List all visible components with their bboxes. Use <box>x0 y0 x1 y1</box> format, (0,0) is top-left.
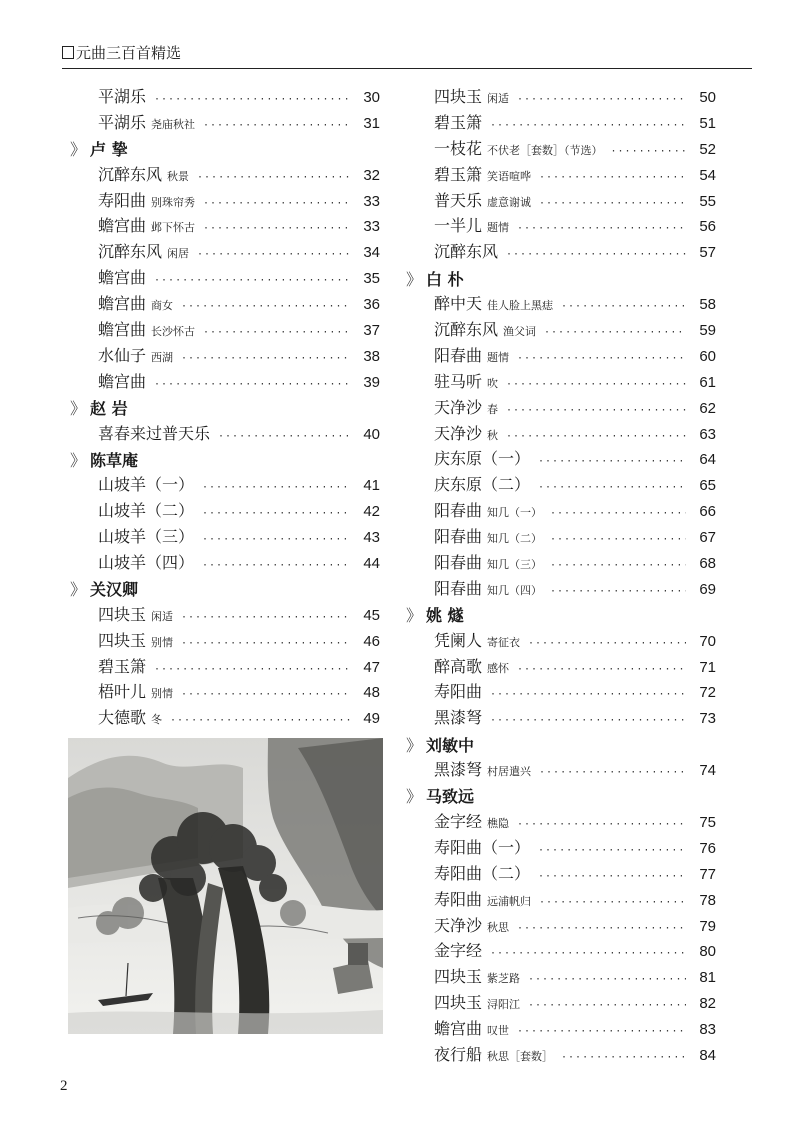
entry-page-number: 76 <box>699 839 716 857</box>
entry-title: 夜行船 <box>434 1044 483 1064</box>
header-square-icon <box>62 46 74 59</box>
entry-page-number: 55 <box>699 192 716 210</box>
entry-page-number: 43 <box>363 529 380 547</box>
toc-entry[interactable] <box>404 213 716 239</box>
entry-subtitle: 秋 <box>487 428 499 442</box>
entry-page-number: 59 <box>699 322 716 340</box>
entry-title: 山坡羊（四） <box>98 553 195 573</box>
entry-subtitle: 樵隐 <box>487 816 510 830</box>
author-name: 姚 燧 <box>426 606 464 626</box>
entry-title: 阳春曲 <box>434 345 483 365</box>
dot-leader <box>528 993 686 1019</box>
entry-title: 普天乐 <box>434 190 483 210</box>
entry-title: 沉醉东风 <box>98 242 163 262</box>
toc-entry[interactable] <box>68 110 380 136</box>
entry-page-number: 35 <box>363 270 380 288</box>
dot-leader <box>517 216 686 242</box>
toc-right-column <box>404 84 716 1068</box>
toc-entry[interactable] <box>68 472 380 498</box>
author-name: 白 朴 <box>426 269 464 289</box>
entry-title: 醉高歌 <box>434 656 483 676</box>
entry-page-number: 78 <box>699 891 716 909</box>
toc-entry[interactable] <box>68 343 380 369</box>
author-heading <box>68 136 380 162</box>
toc-entry[interactable] <box>68 498 380 524</box>
entry-title: 山坡羊（一） <box>98 475 195 495</box>
entry-title: 天净沙 <box>434 423 483 443</box>
entry-subtitle: 西湖 <box>151 350 174 364</box>
entry-subtitle: 闲适 <box>151 609 174 623</box>
toc-entry[interactable] <box>404 239 716 265</box>
toc-entry[interactable] <box>404 188 716 214</box>
entry-page-number: 63 <box>699 425 716 443</box>
entry-title: 庆东原（二） <box>434 475 531 495</box>
author-mark-icon: 》 <box>406 787 423 807</box>
toc-entry[interactable] <box>68 369 380 395</box>
entry-page-number: 48 <box>363 684 380 702</box>
dot-leader <box>538 864 686 890</box>
entry-page-number: 75 <box>699 813 716 831</box>
entry-page-number: 62 <box>699 399 716 417</box>
entry-title: 蟾宫曲 <box>98 371 147 391</box>
entry-title: 碧玉箫 <box>434 112 483 132</box>
toc-entry[interactable] <box>404 1016 716 1042</box>
entry-page-number: 41 <box>363 477 380 495</box>
dot-leader <box>506 242 686 268</box>
dot-leader <box>202 501 350 527</box>
toc-entry[interactable] <box>68 317 380 343</box>
entry-title: 蟾宫曲 <box>98 294 147 314</box>
toc-entry[interactable] <box>404 1042 716 1068</box>
entry-page-number: 68 <box>699 555 716 573</box>
dot-leader <box>528 967 686 993</box>
toc-entry[interactable] <box>404 938 716 964</box>
entry-subtitle: 知几（四） <box>487 583 543 597</box>
dot-leader <box>202 553 350 579</box>
entry-page-number: 56 <box>699 218 716 236</box>
entry-page-number: 60 <box>699 347 716 365</box>
entry-subtitle: 题情 <box>487 350 510 364</box>
entry-title: 寿阳曲 <box>434 682 483 702</box>
entry-title: 沉醉东风 <box>98 164 163 184</box>
author-mark-icon: 》 <box>70 580 87 600</box>
dot-leader <box>203 216 350 242</box>
entry-title: 蟾宫曲 <box>98 320 147 340</box>
entry-title: 金字经 <box>434 941 483 961</box>
author-mark-icon: 》 <box>70 450 87 470</box>
dot-leader <box>517 87 686 113</box>
author-heading <box>404 265 716 291</box>
toc-entry[interactable] <box>404 472 716 498</box>
entry-page-number: 80 <box>699 943 716 961</box>
entry-title: 阳春曲 <box>434 578 483 598</box>
toc-entry[interactable] <box>404 498 716 524</box>
toc-entry[interactable] <box>68 162 380 188</box>
dot-leader <box>218 424 350 450</box>
toc-entry[interactable] <box>68 679 380 705</box>
toc-entry[interactable] <box>68 188 380 214</box>
entry-title: 碧玉箫 <box>434 164 483 184</box>
entry-page-number: 84 <box>699 1046 716 1064</box>
entry-title: 大德歌 <box>98 708 147 728</box>
author-heading <box>68 446 380 472</box>
entry-title: 山坡羊（二） <box>98 501 195 521</box>
book-title: 元曲三百首精选 <box>76 44 182 62</box>
entry-subtitle: 尧庙秋社 <box>151 117 196 131</box>
dot-leader <box>517 812 686 838</box>
dot-leader <box>203 191 350 217</box>
entry-subtitle: 紫芝路 <box>487 972 521 986</box>
toc-entry[interactable] <box>68 550 380 576</box>
dot-leader <box>181 605 350 631</box>
entry-title: 一枝花 <box>434 138 483 158</box>
entry-subtitle: 别情 <box>151 687 174 701</box>
dot-leader <box>539 191 686 217</box>
toc-entry[interactable] <box>68 421 380 447</box>
dot-leader <box>506 424 686 450</box>
dot-leader <box>561 294 686 320</box>
author-name: 马致远 <box>426 787 475 807</box>
entry-subtitle: 不伏老［套数］（节选） <box>487 143 603 157</box>
entry-page-number: 83 <box>699 1021 716 1039</box>
entry-page-number: 70 <box>699 632 716 650</box>
entry-subtitle: 寄征衣 <box>487 635 521 649</box>
entry-page-number: 64 <box>699 451 716 469</box>
dot-leader <box>203 113 350 139</box>
entry-page-number: 54 <box>699 166 716 184</box>
entry-title: 四块玉 <box>98 630 147 650</box>
toc-entry[interactable] <box>404 369 716 395</box>
toc-entry[interactable] <box>404 84 716 110</box>
entry-page-number: 66 <box>699 503 716 521</box>
dot-leader <box>202 475 350 501</box>
toc-entry[interactable] <box>68 602 380 628</box>
toc-entry[interactable] <box>404 446 716 472</box>
entry-subtitle: 闲居 <box>167 247 190 261</box>
dot-leader <box>202 527 350 553</box>
dot-leader <box>154 87 350 113</box>
toc-entry[interactable] <box>404 861 716 887</box>
dot-leader <box>517 916 686 942</box>
entry-page-number: 51 <box>699 114 716 132</box>
entry-title: 醉中天 <box>434 294 483 314</box>
entry-subtitle: 冬 <box>151 713 163 727</box>
toc-entry[interactable] <box>404 421 716 447</box>
dot-leader <box>538 475 686 501</box>
author-heading <box>404 602 716 628</box>
entry-subtitle: 笑语喧哗 <box>487 169 532 183</box>
toc-entry[interactable] <box>404 550 716 576</box>
entry-title: 喜春来过普天乐 <box>98 423 211 443</box>
dot-leader <box>181 346 350 372</box>
entry-page-number: 65 <box>699 477 716 495</box>
entry-title: 驻马听 <box>434 371 483 391</box>
landscape-ink-painting <box>68 738 383 1034</box>
entry-title: 蟾宫曲 <box>434 1019 483 1039</box>
toc-entry[interactable] <box>404 654 716 680</box>
entry-subtitle: 闲适 <box>487 92 510 105</box>
author-name: 赵 岩 <box>90 399 128 419</box>
entry-subtitle: 浔阳江 <box>487 998 521 1012</box>
entry-page-number: 74 <box>699 762 716 780</box>
dot-leader <box>181 294 350 320</box>
entry-title: 沉醉东风 <box>434 320 499 340</box>
dot-leader <box>550 501 686 527</box>
entry-subtitle: 别情 <box>151 635 174 649</box>
entry-page-number: 71 <box>699 658 716 676</box>
entry-page-number: 58 <box>699 296 716 314</box>
entry-page-number: 33 <box>363 192 380 210</box>
entry-page-number: 44 <box>363 555 380 573</box>
toc-entry[interactable] <box>68 654 380 680</box>
entry-subtitle: 知几（二） <box>487 532 543 546</box>
entry-page-number: 40 <box>363 425 380 443</box>
entry-page-number: 52 <box>699 140 716 158</box>
author-mark-icon: 》 <box>406 269 423 289</box>
entry-title: 寿阳曲（一） <box>434 837 531 857</box>
toc-entry[interactable] <box>404 317 716 343</box>
entry-subtitle: 秋思［套数］ <box>487 1049 554 1063</box>
entry-page-number: 45 <box>363 606 380 624</box>
toc-entry[interactable] <box>404 110 716 136</box>
entry-title: 凭阑人 <box>434 630 483 650</box>
entry-page-number: 30 <box>363 89 380 106</box>
dot-leader <box>517 657 686 683</box>
author-heading <box>404 783 716 809</box>
dot-leader <box>197 165 350 191</box>
toc-left-column <box>68 84 380 731</box>
entry-page-number: 82 <box>699 995 716 1013</box>
entry-subtitle: 渔父词 <box>503 325 537 339</box>
entry-page-number: 47 <box>363 658 380 676</box>
toc-entry[interactable] <box>68 524 380 550</box>
entry-subtitle: 知几（一） <box>487 506 543 520</box>
toc-entry[interactable] <box>68 213 380 239</box>
entry-subtitle: 感怀 <box>487 661 510 675</box>
author-heading <box>68 395 380 421</box>
entry-title: 蟾宫曲 <box>98 216 147 236</box>
entry-page-number: 34 <box>363 244 380 262</box>
entry-subtitle: 秋景 <box>167 169 190 183</box>
entry-title: 寿阳曲（二） <box>434 863 531 883</box>
entry-title: 寿阳曲 <box>98 190 147 210</box>
entry-subtitle: 虚意谢诚 <box>487 195 532 209</box>
author-name: 陈草庵 <box>90 450 139 470</box>
dot-leader <box>538 449 686 475</box>
toc-entry[interactable] <box>404 628 716 654</box>
toc-entry[interactable] <box>68 84 380 110</box>
dot-leader <box>170 708 350 734</box>
toc-entry[interactable] <box>404 162 716 188</box>
author-name: 关汉卿 <box>90 580 139 600</box>
entry-title: 平湖乐 <box>98 87 147 106</box>
entry-page-number: 39 <box>363 373 380 391</box>
entry-subtitle: 叹世 <box>487 1024 510 1038</box>
author-heading <box>68 576 380 602</box>
dot-leader <box>539 165 686 191</box>
entry-page-number: 67 <box>699 529 716 547</box>
dot-leader <box>517 346 686 372</box>
dot-leader <box>517 1019 686 1045</box>
dot-leader <box>550 579 686 605</box>
toc-entry[interactable] <box>404 291 716 317</box>
toc-entry[interactable] <box>404 343 716 369</box>
dot-leader <box>506 372 686 398</box>
dot-leader <box>154 372 350 398</box>
entry-page-number: 72 <box>699 684 716 702</box>
entry-title: 四块玉 <box>434 993 483 1013</box>
entry-subtitle: 商女 <box>151 299 174 313</box>
entry-title: 四块玉 <box>98 604 147 624</box>
page-number: 2 <box>60 1078 68 1094</box>
toc-entry[interactable] <box>404 913 716 939</box>
toc-entry[interactable] <box>68 239 380 265</box>
author-mark-icon: 》 <box>70 140 87 160</box>
dot-leader <box>181 631 350 657</box>
entry-title: 阳春曲 <box>434 501 483 521</box>
entry-title: 四块玉 <box>434 967 483 987</box>
entry-subtitle: 村居遣兴 <box>487 765 532 779</box>
entry-title: 黑漆弩 <box>434 760 483 780</box>
entry-title: 黑漆弩 <box>434 708 483 728</box>
entry-page-number: 81 <box>699 969 716 987</box>
entry-subtitle: 邺下怀古 <box>151 221 196 235</box>
entry-subtitle: 知几（三） <box>487 558 543 572</box>
toc-entry[interactable] <box>404 576 716 602</box>
dot-leader <box>490 682 686 708</box>
toc-entry[interactable] <box>404 809 716 835</box>
dot-leader <box>203 320 350 346</box>
landscape-illustration <box>68 738 383 1034</box>
entry-page-number: 33 <box>363 218 380 236</box>
entry-title: 碧玉箫 <box>98 656 147 676</box>
entry-title: 阳春曲 <box>434 553 483 573</box>
entry-page-number: 46 <box>363 632 380 650</box>
entry-page-number: 32 <box>363 166 380 184</box>
dot-leader <box>154 657 350 683</box>
toc-entry[interactable] <box>404 136 716 162</box>
entry-subtitle: 长沙怀古 <box>151 325 196 339</box>
entry-page-number: 79 <box>699 917 716 935</box>
entry-page-number: 42 <box>363 503 380 521</box>
entry-page-number: 73 <box>699 710 716 728</box>
dot-leader <box>490 113 686 139</box>
dot-leader <box>528 631 686 657</box>
entry-title: 四块玉 <box>434 87 483 106</box>
toc-entry[interactable] <box>404 395 716 421</box>
entry-subtitle: 别珠帘秀 <box>151 195 196 209</box>
entry-page-number: 49 <box>363 710 380 728</box>
dot-leader <box>611 139 686 165</box>
toc-entry[interactable] <box>68 705 380 731</box>
entry-title: 一半儿 <box>434 216 483 236</box>
dot-leader <box>490 708 686 734</box>
toc-entry[interactable] <box>404 679 716 705</box>
entry-title: 寿阳曲 <box>434 889 483 909</box>
dot-leader <box>506 398 686 424</box>
dot-leader <box>538 838 686 864</box>
toc-entry[interactable] <box>404 757 716 783</box>
entry-subtitle: 春 <box>487 402 499 416</box>
entry-page-number: 37 <box>363 322 380 340</box>
dot-leader <box>154 268 350 294</box>
entry-page-number: 61 <box>699 373 716 391</box>
entry-page-number: 69 <box>699 580 716 598</box>
entry-page-number: 57 <box>699 244 716 262</box>
entry-title: 山坡羊（三） <box>98 527 195 547</box>
dot-leader <box>181 682 350 708</box>
entry-title: 梧叶儿 <box>98 682 147 702</box>
dot-leader <box>539 890 686 916</box>
author-heading <box>404 731 716 757</box>
header-rule <box>62 68 752 69</box>
toc-entry[interactable] <box>404 705 716 731</box>
toc-entry[interactable] <box>404 835 716 861</box>
entry-subtitle: 吹 <box>487 376 499 390</box>
entry-page-number: 31 <box>363 114 380 132</box>
dot-leader <box>561 1045 686 1071</box>
entry-title: 水仙子 <box>98 345 147 365</box>
dot-leader <box>490 941 686 967</box>
dot-leader <box>550 527 686 553</box>
author-mark-icon: 》 <box>406 735 423 755</box>
toc-entry[interactable] <box>404 887 716 913</box>
entry-title: 平湖乐 <box>98 112 147 132</box>
author-mark-icon: 》 <box>70 399 87 419</box>
entry-subtitle: 远浦帆归 <box>487 894 532 908</box>
running-header <box>62 42 181 63</box>
entry-title: 庆东原（一） <box>434 449 531 469</box>
author-name: 卢 挚 <box>90 140 128 160</box>
dot-leader <box>550 553 686 579</box>
toc-entry[interactable] <box>68 291 380 317</box>
entry-title: 天净沙 <box>434 397 483 417</box>
entry-title: 蟾宫曲 <box>98 268 147 288</box>
entry-page-number: 50 <box>699 89 716 106</box>
entry-subtitle: 秋思 <box>487 920 510 934</box>
toc-entry[interactable] <box>404 964 716 990</box>
entry-subtitle: 佳人脸上黑痣 <box>487 299 554 313</box>
entry-title: 阳春曲 <box>434 527 483 547</box>
entry-title: 金字经 <box>434 811 483 831</box>
entry-title: 天净沙 <box>434 915 483 935</box>
dot-leader <box>539 760 686 786</box>
dot-leader <box>197 242 350 268</box>
dot-leader <box>544 320 686 346</box>
entry-page-number: 77 <box>699 865 716 883</box>
author-name: 刘敏中 <box>426 735 475 755</box>
author-mark-icon: 》 <box>406 606 423 626</box>
entry-title: 沉醉东风 <box>434 242 499 262</box>
entry-page-number: 38 <box>363 347 380 365</box>
toc-entry[interactable] <box>68 628 380 654</box>
entry-page-number: 36 <box>363 296 380 314</box>
entry-subtitle: 题情 <box>487 221 510 235</box>
toc-entry[interactable] <box>68 265 380 291</box>
toc-entry[interactable] <box>404 524 716 550</box>
toc-entry[interactable] <box>404 990 716 1016</box>
